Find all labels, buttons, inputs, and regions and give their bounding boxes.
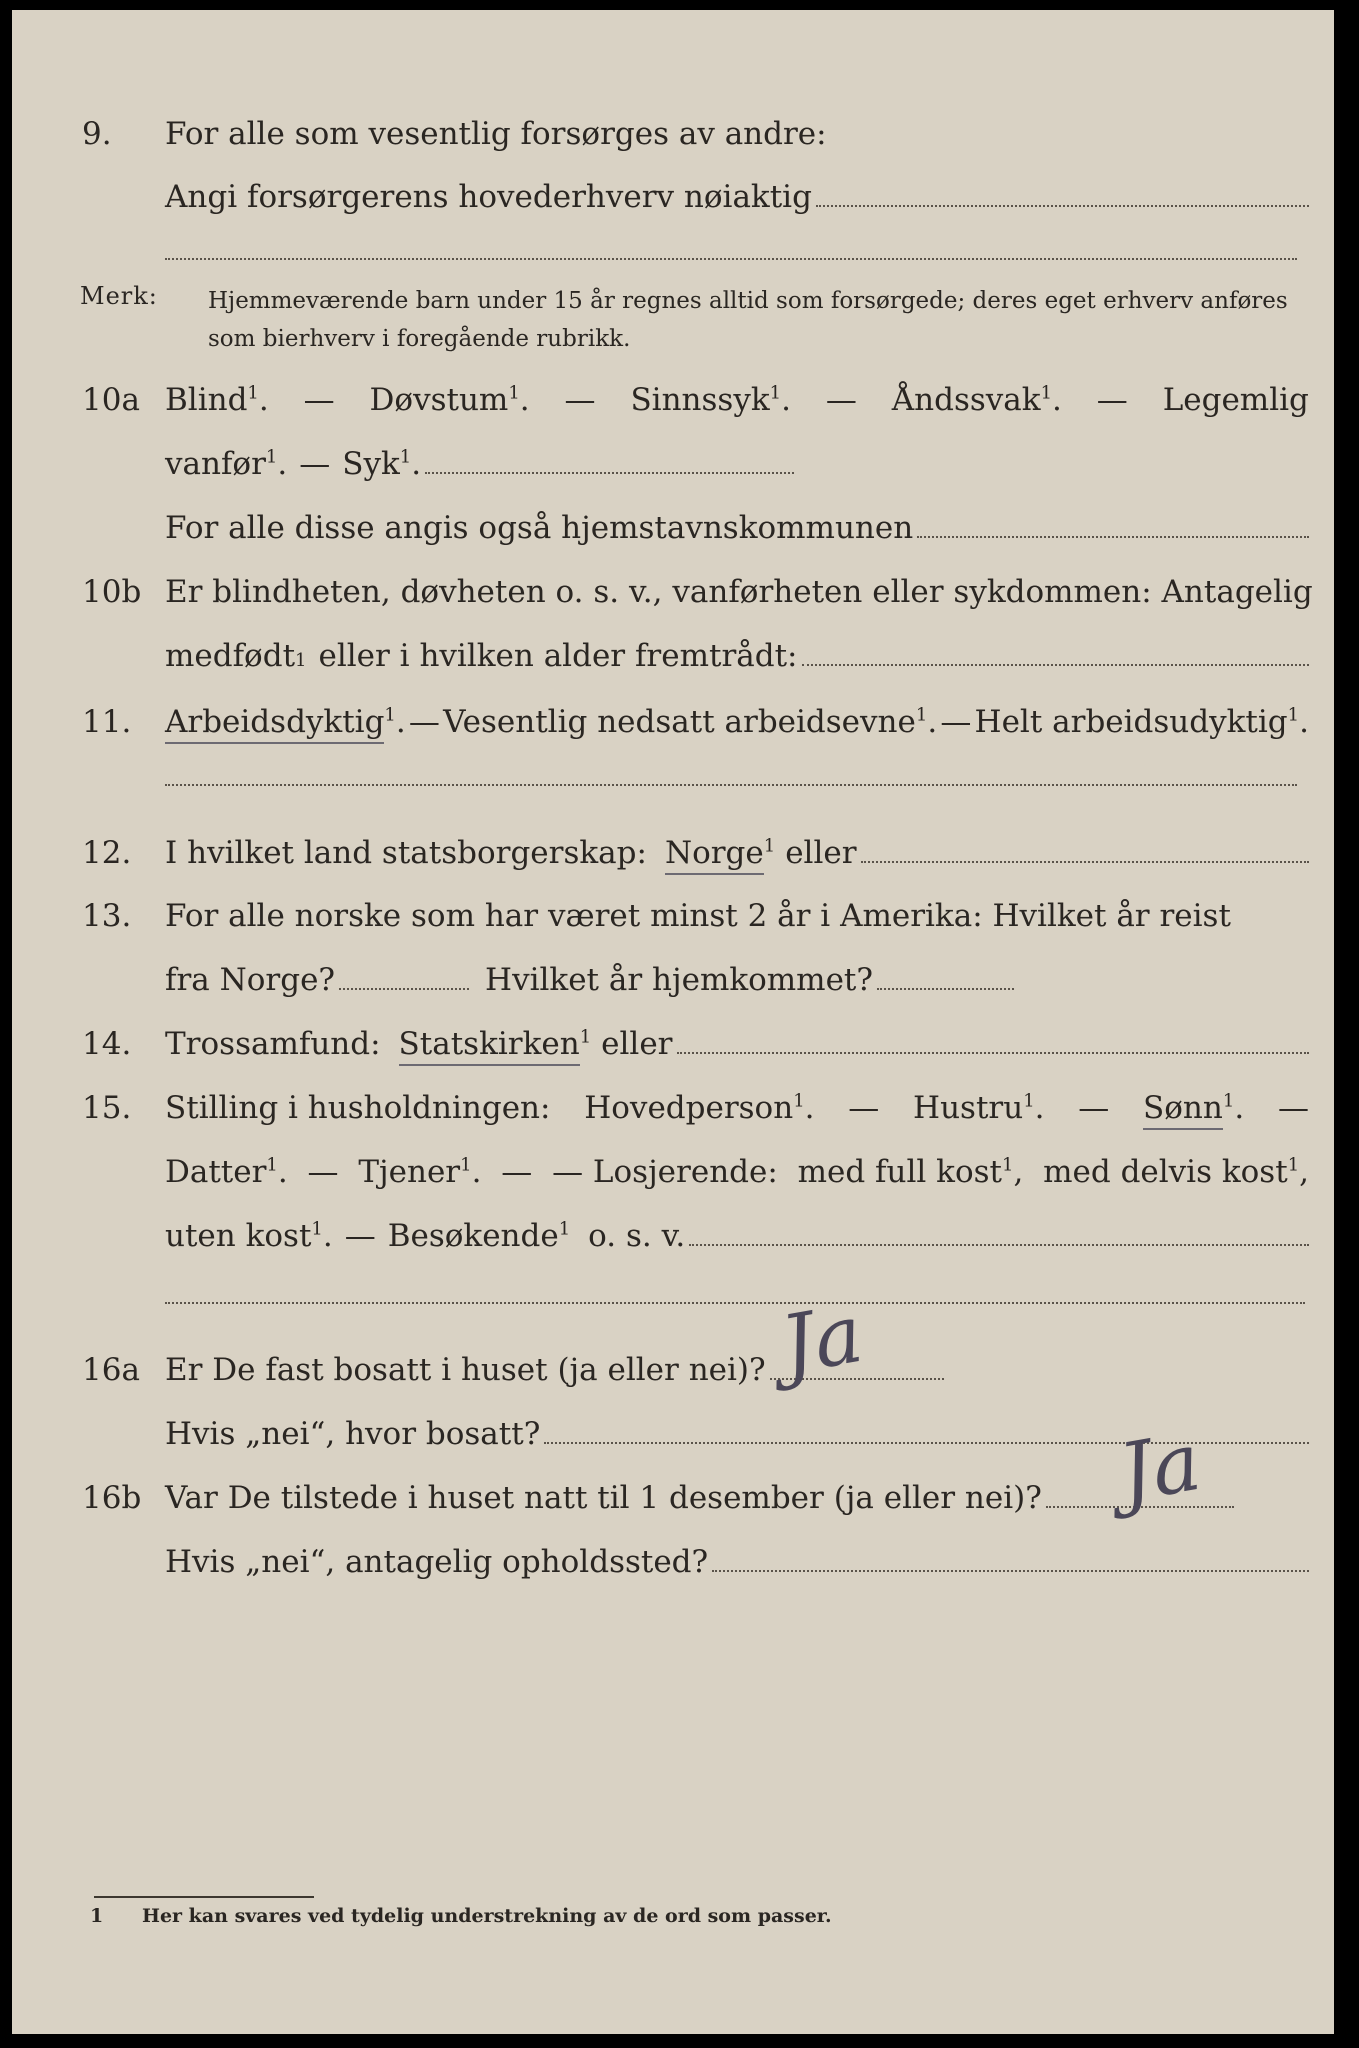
- question-text: For alle norske som har været minst 2 år i Amerika: Hvilket år reist: [165, 898, 1231, 934]
- question-number: 10b: [82, 574, 142, 610]
- option-blind: Blind: [165, 382, 248, 418]
- answer-line[interactable]: [689, 1243, 1309, 1246]
- option-arbeidsdyktig-underlined: Arbeidsdyktig: [165, 704, 384, 744]
- answer-line[interactable]: [165, 784, 1297, 786]
- answer-line[interactable]: [917, 535, 1309, 538]
- answer-line[interactable]: [816, 204, 1309, 207]
- question-number: 16b: [82, 1480, 142, 1516]
- answer-line[interactable]: [802, 663, 1309, 666]
- question-13-line-2: fra Norge? Hvilket år hjemkommet?: [12, 954, 1334, 1006]
- question-10a-line-2: vanfør$^1$. — Syk$^1$.: [12, 438, 1334, 490]
- question-16a-line-2: Hvis „nei“, hvor bosatt?: [12, 1408, 1334, 1460]
- answer-line[interactable]: [861, 860, 1309, 863]
- option-norge-underlined: Norge: [665, 835, 764, 875]
- question-number: 15.: [82, 1090, 132, 1126]
- question-16b-line-2: Hvis „nei“, antagelig opholdssted?: [12, 1536, 1334, 1588]
- option-vanfor: vanfør: [165, 446, 266, 482]
- answer-line[interactable]: [425, 471, 794, 474]
- question-13: [12, 890, 1334, 942]
- answer-line[interactable]: [165, 258, 1297, 260]
- question-10a: 10a Blind$^1$. — Døvstum$^1$. — Sinnssyk$^1$. — Åndssvak$^1$. — Legemlig: [12, 374, 1334, 426]
- question-12: 12. I hvilket land statsborgerskap: Norge$^1$ eller: [12, 827, 1334, 879]
- note-text: Hjemmeværende barn under 15 år regnes alltid som forsørgede; deres eget erhverv anføres som bierhverv i foregående rubrikk.: [208, 288, 1288, 352]
- question-number: 10a: [82, 382, 140, 418]
- option-syk: Syk: [342, 446, 400, 482]
- answer-line[interactable]: [877, 987, 1014, 990]
- option-hovedperson: Hovedperson: [584, 1090, 794, 1126]
- option-nedsatt: Vesentlig nedsatt arbeidsevne: [443, 704, 916, 740]
- footnote-rule: [94, 1896, 314, 1898]
- question-10b: [12, 566, 1334, 618]
- option-legemlig: Legemlig: [1162, 382, 1309, 418]
- option-sonn-underlined: Sønn: [1143, 1090, 1223, 1130]
- handwritten-answer-16b: Ja: [1112, 1414, 1208, 1521]
- answer-line[interactable]: [712, 1569, 1309, 1572]
- question-text: For alle som vesentlig forsørges av andre:: [165, 116, 827, 152]
- handwritten-answer-16a: Ja: [774, 1286, 870, 1393]
- question-15-line-2: Datter$^1$. — Tjener$^1$. — — Losjerende: med full kost$^1$, med delvis kost$^1$,: [165, 1154, 1309, 1190]
- question-text: Er blindheten, døvheten o. s. v., vanførheten eller sykdommen: Antagelig: [165, 574, 1313, 610]
- question-number: 11.: [82, 704, 132, 740]
- question-10a-line-3: [12, 502, 1334, 554]
- question-16b: 16b Var De tilstede i huset natt til 1 desember (ja eller nei)?: [12, 1472, 1334, 1524]
- note-label: Merk:: [80, 282, 158, 310]
- option-andssvak: Åndssvak: [891, 382, 1041, 418]
- question-number: 9.: [82, 116, 112, 152]
- question-15: 15. Stilling i husholdningen: Hovedperson$^1$. — Hustru$^1$. — Sønn$^1$. —: [12, 1082, 1334, 1134]
- answer-line[interactable]: [165, 1302, 1305, 1304]
- option-sinnssyk: Sinnssyk: [630, 382, 770, 418]
- question-11: 11. Arbeidsdyktig$^1$. — Vesentlig nedsatt arbeidsevne$^1$. — Helt arbeidsudyktig$^1$.: [12, 696, 1334, 748]
- form-page: [12, 10, 1334, 2034]
- question-14: 14. Trossamfund: Statskirken$^1$ eller: [12, 1018, 1334, 1070]
- question-text: For alle disse angis også hjemstavnskommunen: [165, 510, 914, 546]
- option-dovstum: Døvstum: [369, 382, 509, 418]
- option-hustru: Hustru: [913, 1090, 1024, 1126]
- question-number: 16a: [82, 1352, 140, 1388]
- question-number: 13.: [82, 898, 132, 934]
- question-10b-line-2: medfødt 1 eller i hvilken alder fremtrådt:: [12, 630, 1334, 682]
- answer-line[interactable]: [677, 1051, 1310, 1054]
- option-statskirken-underlined: Statskirken: [399, 1026, 580, 1066]
- question-16a: 16a Er De fast bosatt i huset (ja eller nei)?: [12, 1344, 1334, 1396]
- option-tjener: Tjener: [358, 1154, 461, 1190]
- question-text: Angi forsørgerens hovederhverv nøiaktig: [165, 179, 812, 215]
- question-number: 14.: [82, 1026, 132, 1062]
- answer-line[interactable]: [339, 987, 469, 990]
- footnote: 1 Her kan svares ved tydelig understrekning av de ord som passer.: [90, 1905, 832, 1927]
- option-datter: Datter: [165, 1154, 267, 1190]
- option-arbeidsudyktig: Helt arbeidsudyktig: [974, 704, 1288, 740]
- question-9: [12, 108, 1334, 160]
- question-number: 12.: [82, 835, 132, 871]
- note: [12, 276, 1334, 366]
- question-9-line-2: [12, 171, 1334, 223]
- question-15-line-3: uten kost$^1$. — Besøkende$^1$ o. s. v.: [12, 1210, 1334, 1262]
